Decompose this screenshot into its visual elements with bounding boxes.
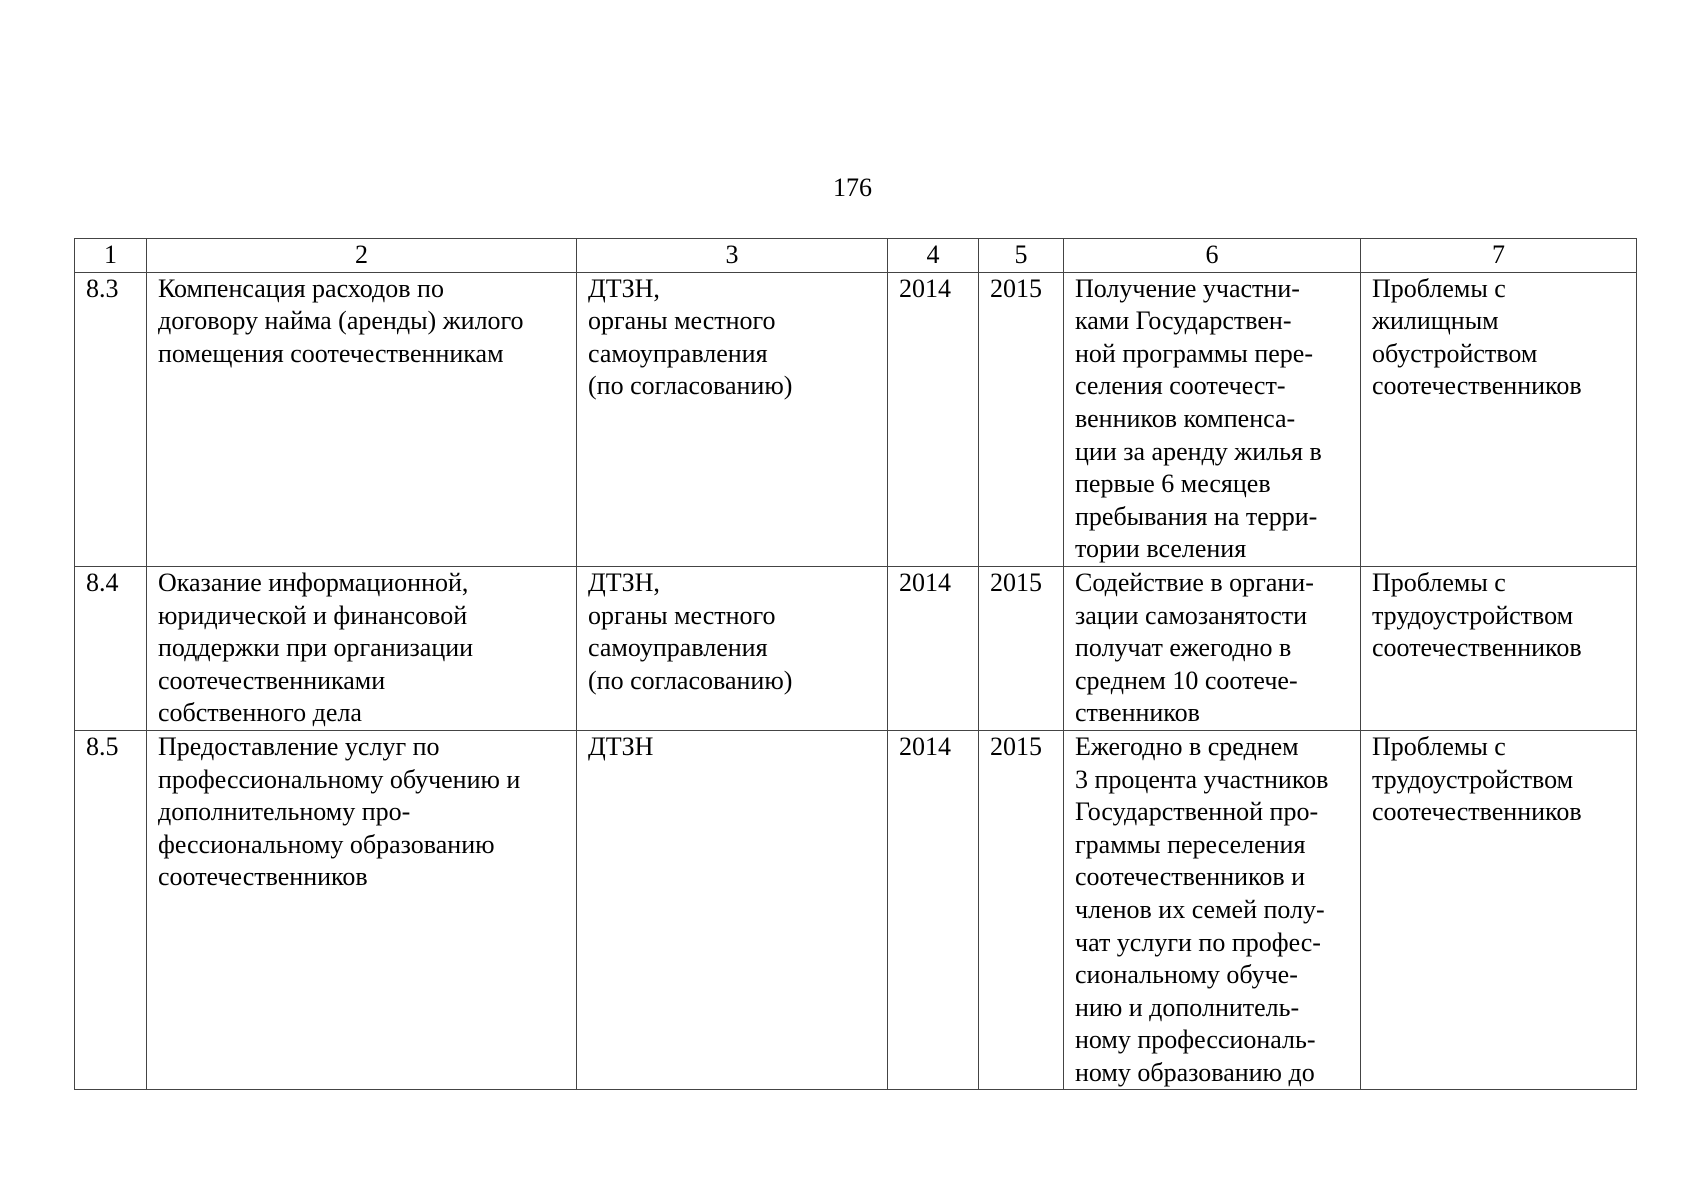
- column-header-3: 3: [577, 239, 888, 273]
- text-line: сиональному обуче-: [1075, 960, 1298, 990]
- text-line: самоуправления: [588, 338, 768, 368]
- text-line: договору найма (аренды) жилого: [158, 306, 524, 336]
- text-line: 3 процента участников: [1075, 764, 1329, 794]
- text-line: соотечественников: [1372, 797, 1582, 827]
- text-line: соотечественников: [1372, 371, 1582, 401]
- text-line: Проблемы с: [1372, 731, 1506, 761]
- text-line: тории вселения: [1075, 534, 1247, 564]
- text-line: Ежегодно в среднем: [1075, 731, 1299, 761]
- text-line: обустройством: [1372, 338, 1538, 368]
- text-line: ДТЗН: [588, 731, 654, 761]
- text-line: трудоустройством: [1372, 764, 1574, 794]
- end-year: 2015: [979, 566, 1064, 730]
- text-line: ками Государствен-: [1075, 306, 1292, 336]
- text-line: среднем 10 соотече-: [1075, 665, 1298, 695]
- action-cell: [147, 272, 577, 566]
- text-line: чат услуги по профес-: [1075, 927, 1321, 957]
- text-line: селения соотечест-: [1075, 371, 1286, 401]
- column-header-5: 5: [979, 239, 1064, 273]
- text-line: нию и дополнитель-: [1075, 992, 1300, 1022]
- text-line: Содействие в органи-: [1075, 567, 1314, 597]
- end-year: 2015: [979, 730, 1064, 1090]
- result-cell: [1064, 566, 1361, 730]
- result-cell: [1064, 730, 1361, 1090]
- row-number: 8.4: [75, 566, 147, 730]
- text-line: ДТЗН,: [588, 273, 660, 303]
- table-row: [75, 566, 1637, 730]
- text-line: помещения соотечественникам: [158, 338, 504, 368]
- row-number: 8.3: [75, 272, 147, 566]
- table-row: [75, 730, 1637, 1090]
- text-line: юридической и финансовой: [158, 600, 468, 630]
- action-cell: [147, 566, 577, 730]
- executor-cell: [577, 272, 888, 566]
- table-header-row: [75, 239, 1637, 273]
- text-line: соотечественников: [158, 862, 368, 892]
- result-cell: [1064, 272, 1361, 566]
- action-plan-table: [74, 238, 1637, 1090]
- page-number: 176: [833, 173, 872, 202]
- action-cell: [147, 730, 577, 1090]
- text-line: ной программы пере-: [1075, 338, 1313, 368]
- text-line: получат ежегодно в: [1075, 633, 1292, 663]
- text-line: соотечественников и: [1075, 862, 1306, 892]
- text-line: ному образованию до: [1075, 1057, 1315, 1087]
- text-line: фессиональному образованию: [158, 829, 495, 859]
- text-line: членов их семей полу-: [1075, 894, 1325, 924]
- text-line: поддержки при организации: [158, 633, 474, 663]
- table-row: [75, 272, 1637, 566]
- text-line: ственников: [1075, 698, 1200, 728]
- text-line: Получение участни-: [1075, 273, 1300, 303]
- text-line: профессиональному обучению и: [158, 764, 521, 794]
- column-header-6: 6: [1064, 239, 1361, 273]
- text-line: жилищным: [1372, 306, 1499, 336]
- start-year: 2014: [888, 730, 979, 1090]
- text-line: пребывания на терри-: [1075, 501, 1318, 531]
- text-line: граммы переселения: [1075, 829, 1306, 859]
- start-year: 2014: [888, 272, 979, 566]
- column-header-4: 4: [888, 239, 979, 273]
- problem-cell: [1361, 730, 1637, 1090]
- text-line: зации самозанятости: [1075, 600, 1308, 630]
- text-line: Оказание информационной,: [158, 567, 469, 597]
- text-line: ному профессиональ-: [1075, 1025, 1316, 1055]
- executor-cell: [577, 566, 888, 730]
- text-line: соотечественниками: [158, 665, 386, 695]
- text-line: (по согласованию): [588, 371, 793, 401]
- executor-cell: [577, 730, 888, 1090]
- problem-cell: [1361, 566, 1637, 730]
- text-line: Предоставление услуг по: [158, 731, 440, 761]
- text-line: самоуправления: [588, 633, 768, 663]
- column-header-2: 2: [147, 239, 577, 273]
- text-line: первые 6 месяцев: [1075, 469, 1271, 499]
- text-line: соотечественников: [1372, 633, 1582, 663]
- text-line: Проблемы с: [1372, 273, 1506, 303]
- text-line: ции за аренду жилья в: [1075, 436, 1322, 466]
- text-line: Государственной про-: [1075, 797, 1319, 827]
- start-year: 2014: [888, 566, 979, 730]
- end-year: 2015: [979, 272, 1064, 566]
- column-header-1: 1: [75, 239, 147, 273]
- text-line: органы местного: [588, 306, 776, 336]
- text-line: Компенсация расходов по: [158, 273, 444, 303]
- text-line: собственного дела: [158, 698, 362, 728]
- text-line: дополнительному про-: [158, 797, 411, 827]
- problem-cell: [1361, 272, 1637, 566]
- text-line: (по согласованию): [588, 665, 793, 695]
- row-number: 8.5: [75, 730, 147, 1090]
- text-line: трудоустройством: [1372, 600, 1574, 630]
- text-line: органы местного: [588, 600, 776, 630]
- text-line: венников компенса-: [1075, 403, 1296, 433]
- text-line: Проблемы с: [1372, 567, 1506, 597]
- text-line: ДТЗН,: [588, 567, 660, 597]
- column-header-7: 7: [1361, 239, 1637, 273]
